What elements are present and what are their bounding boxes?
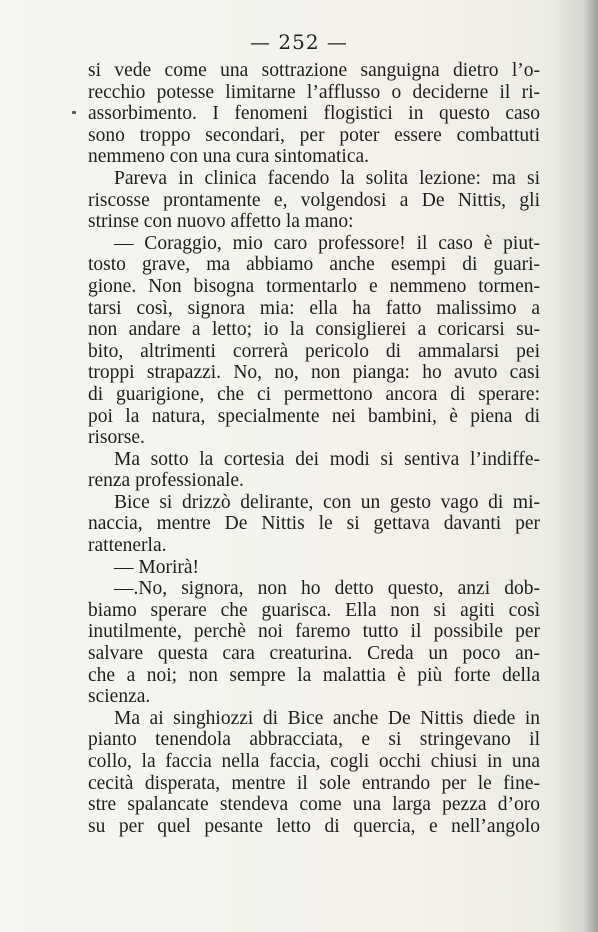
text-line: — Morirà!	[114, 556, 200, 578]
text-line: si vede come una sottrazione sanguigna dietro l’o-	[88, 60, 540, 81]
text-line: gione. Non bisogna tormentarlo e nemmeno tormen-	[88, 275, 540, 297]
text-line: tosto grave, ma abbiamo anche esempi di guari-	[88, 254, 540, 276]
print-speck	[72, 111, 76, 114]
text-line: rattenerla.	[88, 535, 167, 557]
text-line: Bice si drizzò delirante, con un gesto vago di mi-	[114, 491, 540, 513]
text-line: — Coraggio, mio caro professore! il caso è piut-	[114, 232, 540, 254]
text-line: recchio potesse limitarne l’afflusso o deciderne il ri-	[88, 81, 540, 103]
text-line: pianto tenendola abbracciata, e si stringevano il	[88, 729, 540, 751]
text-line: nemmeno con una cura sintomatica.	[88, 146, 370, 168]
text-line: su per quel pesante letto di quercia, e nell’angolo	[88, 815, 540, 837]
text-line: Pareva in clinica facendo la solita lezione: ma si	[114, 167, 540, 189]
text-line: Ma sotto la cortesia dei modi si sentiva l’indiffe-	[114, 448, 540, 470]
text-line: che a noi; non sempre la malattia è più forte della	[88, 664, 540, 686]
body-text	[88, 60, 540, 837]
text-line: bito, altrimenti correrà pericolo di ammalarsi pei	[88, 340, 540, 362]
text-line: riscosse prontamente e, volgendosi a De Nittis, gli	[88, 189, 540, 211]
text-line: troppi strapazzi. No, no, non pianga: ho avuto casi	[88, 362, 540, 384]
text-line: renza professionale.	[88, 470, 244, 492]
text-line: assorbimento. I fenomeni flogistici in questo caso	[88, 103, 540, 125]
text-line: inutilmente, perchè noi faremo tutto il possibile per	[88, 621, 540, 643]
text-line: —.No, signora, non ho detto questo, anzi dob-	[114, 578, 540, 600]
text-line: sono troppo secondari, per poter essere combattuti	[88, 124, 540, 146]
text-line: salvare questa cara creaturina. Creda un poco an-	[88, 643, 540, 665]
text-line: cecità disperata, mentre il sole entrando per le fine-	[88, 772, 540, 794]
text-line: collo, la faccia nella faccia, cogli occhi chiusi in una	[88, 751, 540, 772]
text-line: tarsi così, signora mia: ella ha fatto malissimo a	[88, 297, 540, 319]
text-line: scienza.	[88, 686, 151, 708]
text-line: di guarigione, che ci permettono ancora di sperare:	[88, 383, 540, 405]
text-line: poi la natura, specialmente nei bambini, è piena di	[88, 405, 540, 427]
text-line: non andare a letto; io la consiglierei a coricarsi su-	[88, 319, 540, 341]
page-edge-shadow	[584, 0, 598, 932]
text-line: biamo sperare che guarisca. Ella non si agiti così	[88, 599, 540, 621]
text-line: naccia, mentre De Nittis le si gettava davanti per	[88, 513, 540, 535]
text-line: stre spalancate stendeva come una larga pezza d’oro	[88, 794, 540, 816]
text-line: Ma ai singhiozzi di Bice anche De Nittis diede in	[114, 707, 540, 729]
text-line: risorse.	[88, 427, 145, 449]
text-line: strinse con nuovo affetto la mano:	[88, 211, 354, 233]
page-number: — 252 —	[250, 30, 348, 54]
